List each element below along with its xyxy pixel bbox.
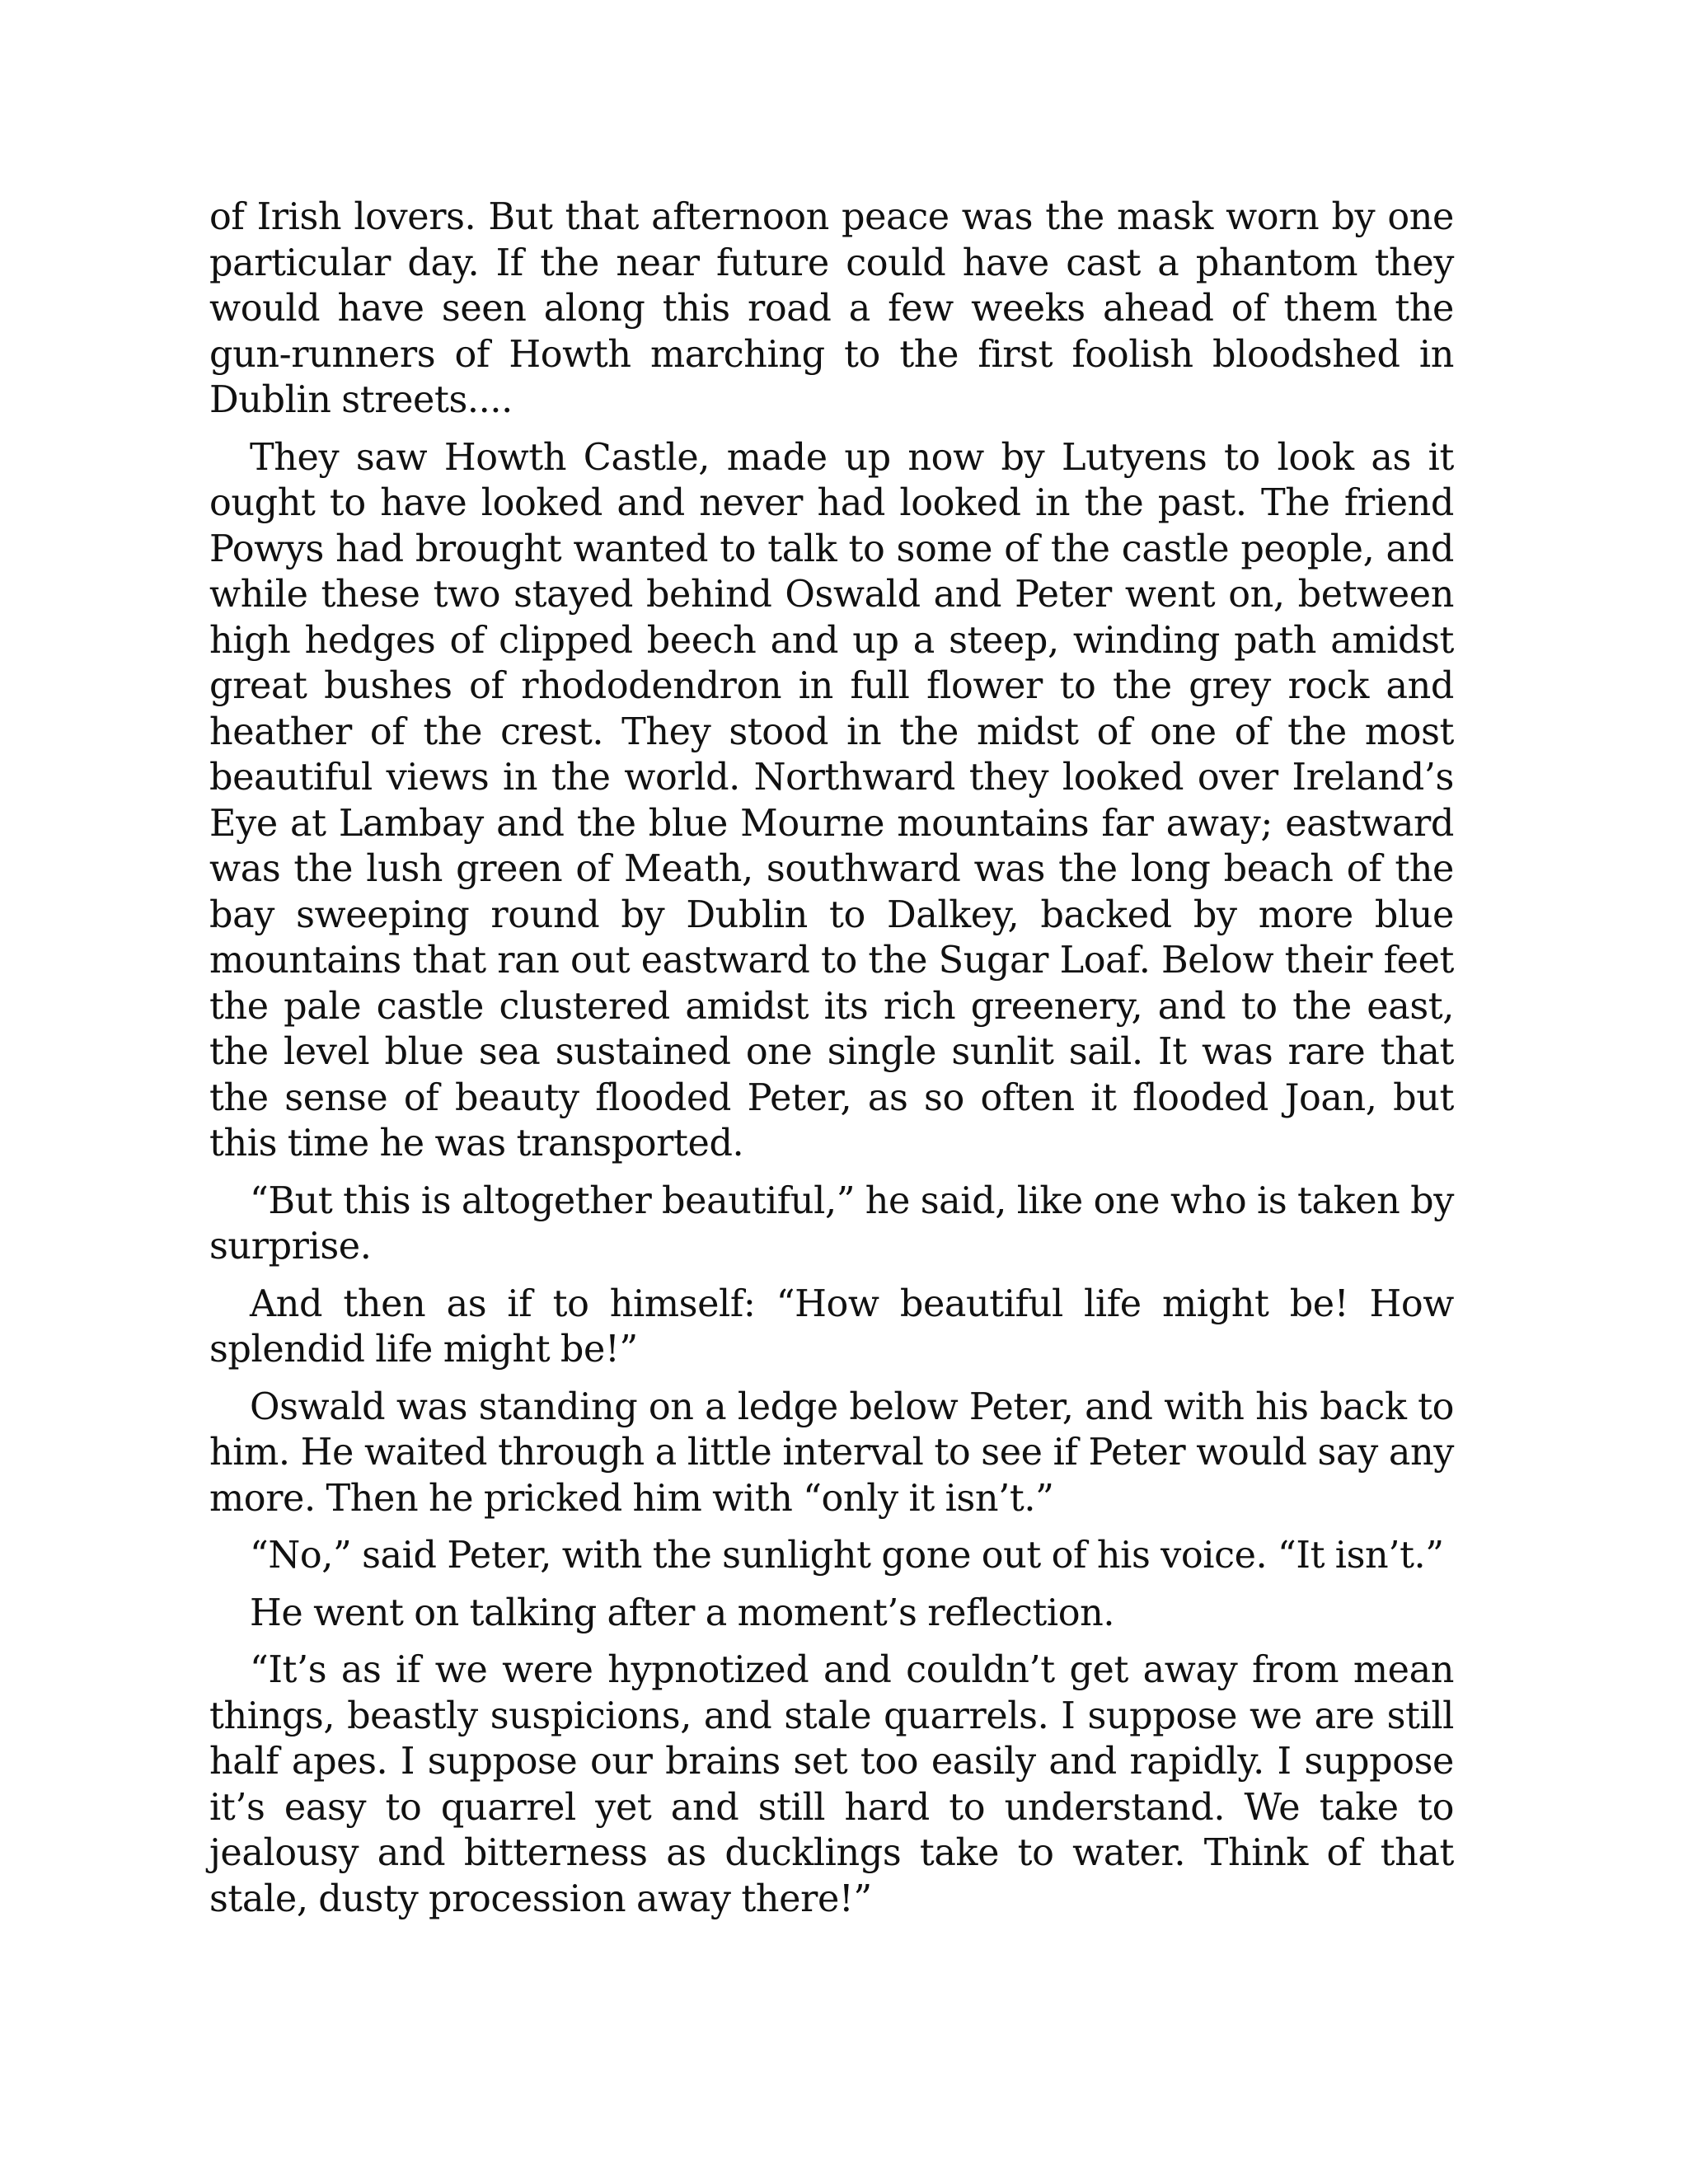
paragraph-3: “But this is altogether beautiful,” he said, like one who is taken by surprise. (209, 1179, 1454, 1268)
paragraph-2: They saw Howth Castle, made up now by Lutyens to look as it ought to have looked and never had looked in the past. The friend Powys had brought wanted to talk to some of the castle people, and while these two stayed behind Oswald and Peter went on, between high hedges of clipped beech and up a steep, winding path amidst great bushes of rhododendron in full flower to the grey rock and heather of the crest. They stood in the midst of one of the most beautiful views in the world. Northward they looked over Ireland’s Eye at Lambay and the blue Mourne mountains far away; eastward was the lush green of Meath, southward was the long beach of the bay sweeping round by Dublin to Dalkey, backed by more blue mountains that ran out eastward to the Sugar Loaf. Below their feet the pale castle clustered amidst its rich greenery, and to the east, the level blue sea sustained one single sunlit sail. It was rare that the sense of beauty flooded Peter, as so often it flooded Joan, but this time he was transported. (209, 436, 1454, 1165)
page-body (209, 194, 1454, 1933)
paragraph-8: “It’s as if we were hypnotized and couldn’t get away from mean things, beastly suspicions, and stale quarrels. I suppose we are still half apes. I suppose our brains set too easily and rapidly. I suppose it’s easy to quarrel yet and still hard to understand. We take to jealousy and bitterness as ducklings take to water. Think of that stale, dusty procession away there!” (209, 1649, 1454, 1920)
paragraph-5: Oswald was standing on a ledge below Peter, and with his back to him. He waited through a little interval to see if Peter would say any more. Then he pricked him with “only it isn’t.” (209, 1385, 1454, 1520)
paragraph-4: And then as if to himself: “How beautiful life might be! How splendid life might be!” (209, 1282, 1454, 1371)
paragraph-7: He went on talking after a moment’s reflection. (250, 1591, 1115, 1634)
paragraph-6: “No,” said Peter, with the sunlight gone out of his voice. “It isn’t.” (250, 1535, 1444, 1577)
paragraph-1: of Irish lovers. But that afternoon peace was the mask worn by one particular day. If the near future could have cast a phantom they would have seen along this road a few weeks ahead of them the gun-runners of Howth marching to the first foolish bloodshed in Dublin streets.... (209, 196, 1454, 421)
